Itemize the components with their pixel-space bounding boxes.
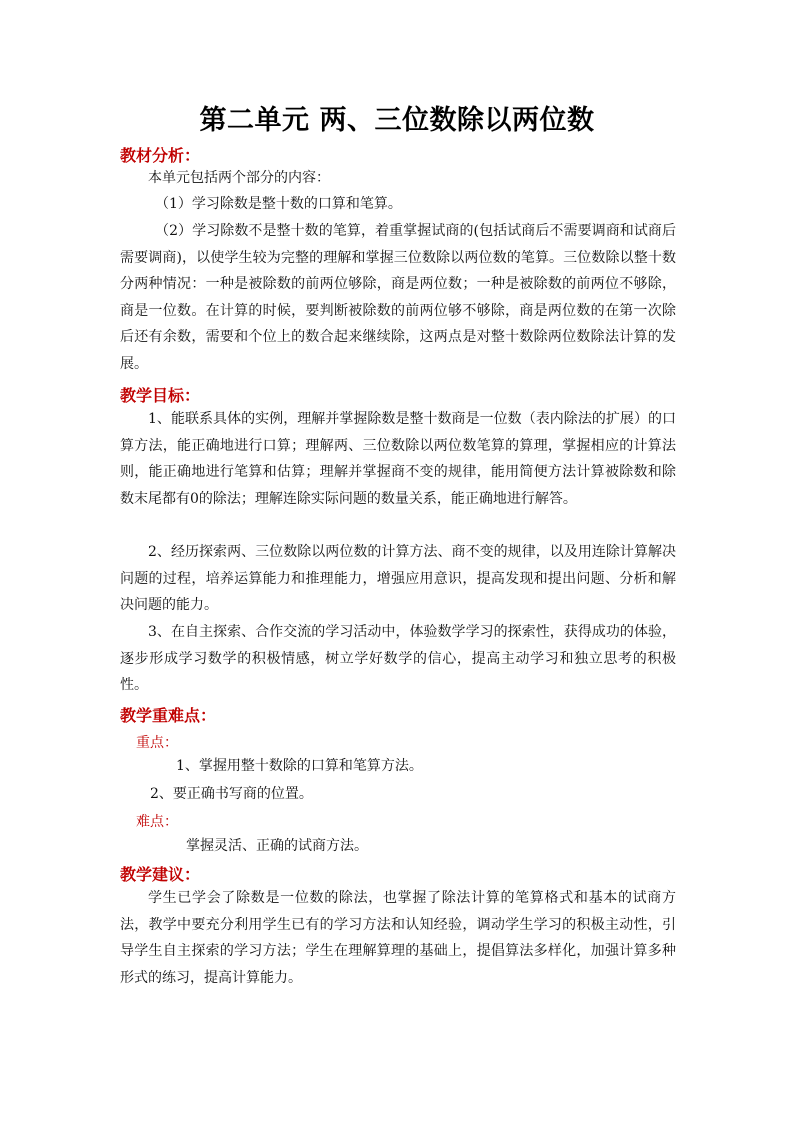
difficulty-label: 难点： (136, 814, 178, 830)
suggestion-1: 学生已学会了除数是一位数的除法，也掌握了除法计算的笔算格式和基本的试商方法，教学中要充分利用学生已有的学习方法和认知经验，调动学生学习的积极主动性，引导学生自主探索的学习方法；学生在理解算理的基础上，提倡算法多样化，加强计算多种形式的练习，提高计算能力。 (120, 890, 676, 986)
heading-keypoints: 教学重难点： (120, 706, 217, 725)
key-label: 重点： (136, 735, 178, 751)
analysis-item-1: （1）学习除数是整十数的口算和笔算。 (155, 196, 402, 212)
objective-3: 3、在自主探索、合作交流的学习活动中，体验数学学习的探索性，获得成功的体验，逐步形成学习数学的积极情感，树立学好数学的信心，提高主动学习和独立思考的积极性。 (120, 624, 676, 693)
key-point-2: 2、要正确书写商的位置。 (150, 786, 313, 802)
objective-2: 2、经历探索两、三位数除以两位数的计算方法、商不变的规律，以及用连除计算解决问题的过程，培养运算能力和推理能力，增强应用意识，提高发现和提出问题、分析和解决问题的能力。 (120, 544, 676, 613)
heading-analysis: 教材分析： (120, 146, 201, 165)
analysis-item-2: （2）学习除数不是整十数的笔算，着重掌握试商的(包括试商后不需要调商和试商后需要调商)，以使学生较为完整的理解和掌握三位数除以两位数的笔算。三位数除以整十数分两种情况：一种是被除数的前两位够除，商是两位数；一种是被除数的前两位不够除，商是一位数。在计算的时候，要判断被除数的前两位够不够除，商是两位数的在第一次除后还有余数，需要和个位上的数合起来继续除，这两点是对整十数除两位数除法计算的发展。 (120, 223, 676, 372)
heading-suggestions: 教学建议： (120, 865, 201, 884)
key-point-1: 1、掌握用整十数除的口算和笔算方法。 (176, 758, 423, 774)
objective-1: 1、能联系具体的实例，理解并掌握除数是整十数商是一位数（表内除法的扩展）的口算方法，能正确地进行口算；理解两、三位数除以两位数笔算的算理，掌握相应的计算法则，能正确地进行笔算和估算；理解并掌握商不变的规律，能用简便方法计算被除数和除数末尾都有0的除法；理解连除实际问题的数量关系，能正确地进行解答。 (120, 411, 676, 507)
analysis-intro: 本单元包括两个部分的内容： (148, 170, 330, 186)
page-title: 第二单元 两、三位数除以两位数 (199, 105, 595, 136)
difficulty-point-1: 掌握灵活、正确的试商方法。 (186, 838, 368, 854)
heading-objectives: 教学目标： (120, 386, 201, 405)
